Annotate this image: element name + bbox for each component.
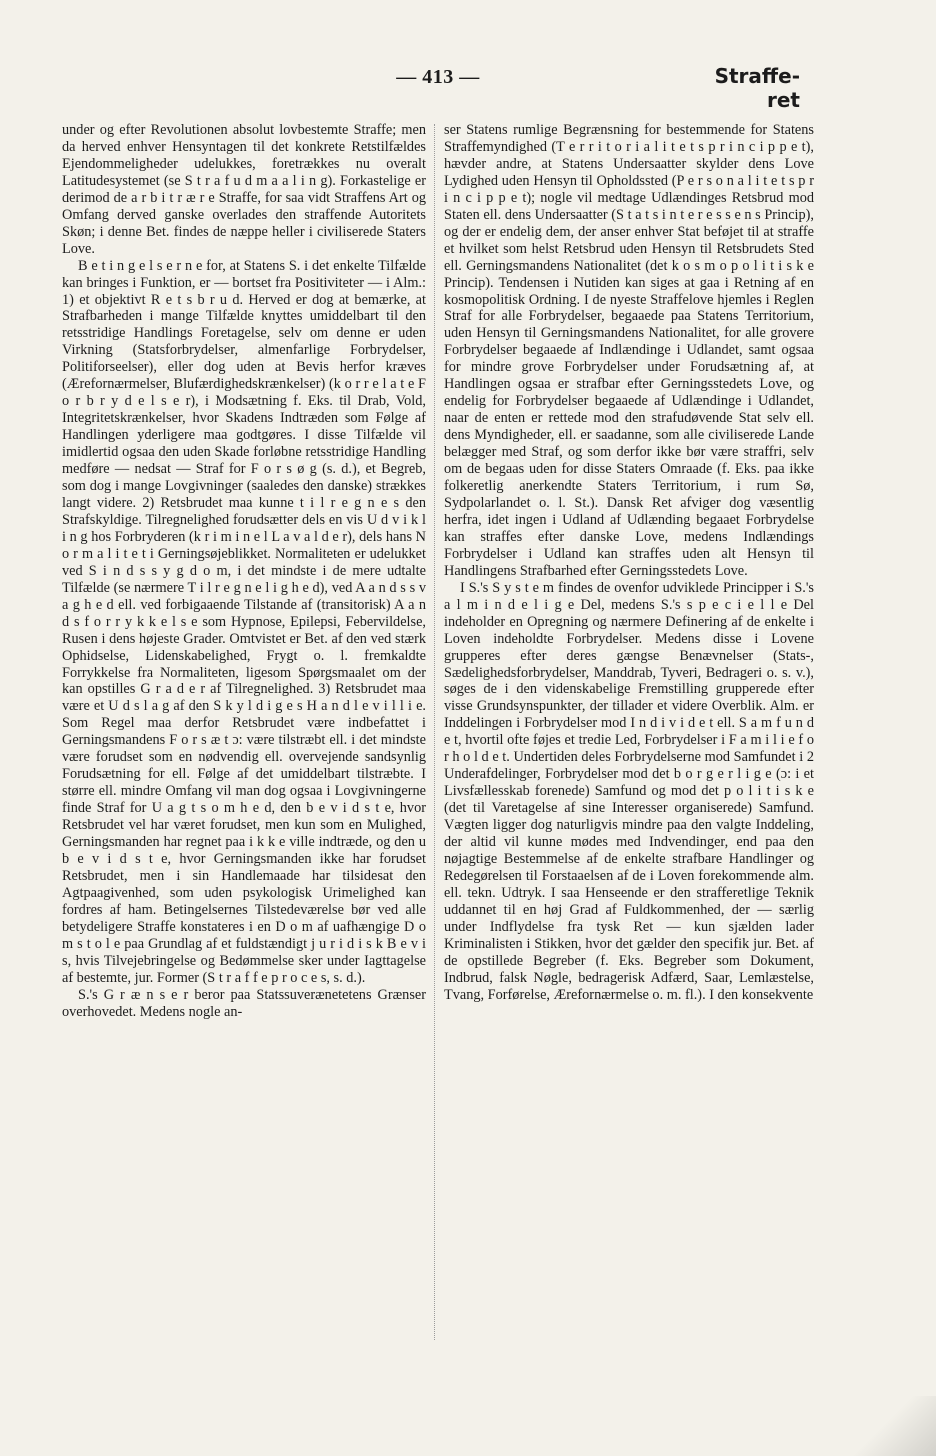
column-divider [434,124,435,1340]
paragraph: under og efter Revolutionen absolut lovbestemte Straffe; men da herved enhver Hensyntagen til det konkrete Retstilfældes Ejendommeligheder udelukkes, foretrækkes nu overalt Latitudesystemet (se S t r a f u d m a a l i n g). Forkastelige er derimod de a r b i t r æ r e Straffe, for saa vidt Straffens Art og Omfang derved ganske overlades den straffende Autoritets Skøn; i denne Bet. findes de næppe heller i civiliserede Staters Love. [62,122,426,257]
scan-shadow [786,1396,936,1456]
paragraph: ser Statens rumlige Begrænsning for bestemmende for Statens Straffemyndighed (T e r r i t o r i a l i t e t s p r i n c i p p e t), hævder andre, at Statens Undersaatter skylder dens Love Lydighed uden Hensyn til Opholdssted (P e r s o n a l i t e t s p r i n c i p p e t); nogle vil medtage Udlændinges Retsbrud mod Staten ell. dens Undersaatter (S t a t s i n t e r e s s e n s Princip), og der er endelig dem, der anser enhver Stat beføjet til at straffe et hvilket som helst Retsbrud uden Hensyn til Retsbrudets Sted ell. Gerningsmandens Nationalitet (det k o s m o p o l i t i s k e Princip). Tendensen i Nutiden kan siges at gaa i Retning af en kosmopolitisk Ordning. I de nyeste Straffelove hjemles i Reglen Straf for alle Forbrydelser, begaaede paa Statens Territorium, uden Hensyn til Gerningsmandens Nationalitet, for alle grovere Forbrydelser begaaede af Indlændinge i Udlandet, samt ogsaa for mindre grove Forbrydelser under Forudsætning af, at Handlingen ogsaa er strafbar efter Gerningsstedets Love, og endelig for Forbrydelser begaaede af Udlændinge i Udlandet, naar de enten er rettede mod den strafudøvende Stat selv ell. dens Myndigheder, ell. er saadanne, som alle civiliserede Lande belægger med Straf, og som derfor ikke bør være straffri, selv om de begaas uden for disse Staters Omraade (f. Eks. paa ikke folkeretlig anerkendte Staters Territorium, i rum Sø, Sydpolarlandet o. l. St.). Dansk Ret afviger dog væsentlig herfra, idet ingen i Udland af Udlænding begaaet Forbrydelse kan straffes efter danske Love, medens Indlændings Forbrydelser i Udland kan straffes uden alt Hensyn til Handlingens Strafbarhed efter Gerningsstedets Love. [444,122,814,579]
right-column [444,122,814,1344]
paragraph: B e t i n g e l s e r n e for, at Statens S. i det enkelte Tilfælde kan bringes i Funktion, er — bortset fra Positiviteter — i Alm.: 1) et objektivt R e t s b r u d. Herved er dog at bemærke, at Strafbarheden i mange Tilfælde knyttes umiddelbart til den retsstridige Handlings Foretagelse, selv om denne er uden Virkning (Statsforbrydelser, almenfarlige Forbrydelser, Politiforseelser), eller dog uden at Bevis herfor kræves (Ærefornærmelser, Blufærdighedskrænkelser) (k o r r e l a t e F o r b r y d e l s e r), i Modsætning f. Eks. til Drab, Vold, Integritetskrænkelser, hvor Skadens Indtræden som Følge af Handlingen yderligere maa godtgøres. I disse Tilfælde vil imidlertid ogsaa den uden Skade forløbne retsstridige Handling medføre — nedsat — Straf for F o r s ø g (s. d.), et Begreb, som dog i mange Lovgivninger (saaledes den danske) strækkes langt videre. 2) Retsbrudet maa kunne t i l r e g n e s den Strafskyldige. Tilregnelighed forudsætter dels en vis U d v i k l i n g hos Forbryderen (k r i m i n e l L a v a l d e r), dels hans N o r m a l i t e t i Gerningsøjeblikket. Normaliteten er udelukket ved S i n d s s y g d o m, i det mindste i de mere udtalte Tilfælde (se nærmere T i l r e g n e l i g h e d), ved A a n d s s v a g h e d ell. ved forbigaaende Tilstande af (transitorisk) A a n d s f o r r y k k e l s e som Hypnose, Epilepsi, Febervildelse, Rusen i dens højeste Grader. Omtvistet er Bet. af den ved stærk Ophidselse, Lidenskabelighed, Frygt o. l. fremkaldte Forrykkelse fra Normaliteten, ligesom Spørgsmaalet om der kan opstilles G r a d e r af Tilregnelighed. 3) Retsbrudet maa være et U d s l a g af den S k y l d i g e s H a n d l e v i l l i e. Som Regel maa derfor Retsbrudet være indbefattet i Gerningsmandens F o r s æ t ɔ: være tilstræbt ell. i det mindste være forudset som en nødvendig ell. overvejende sandsynlig Forudsætning for ell. Følge af det umiddelbart tilstræbte. I større ell. mindre Omfang vil man dog ogsaa i Lovgivningerne finde Straf for U a g t s o m h e d, den b e v i d s t e, hvor Retsbrudet vel har været forudset, men kun som en Mulighed, Gerningsmanden har regnet paa i k k e ville indtræde, og den u b e v i d s t e, hvor Gerningsmanden ikke har forudset Retsbrudet, men i sin Handlemaade har tilsidesat den Agtpaagivenhed, som uden psykologisk Urimelighed kan fordres af ham. Betingelsernes Tilstedeværelse bør ved alle betydeligere Straffe konstateres i en D o m af uafhængige D o m s t o l e paa Grundlag af et fuldstændigt j u r i d i s k B e v i s, hvis Tilvejebringelse og Bedømmelse sker under Iagttagelse af bestemte, jur. Former (S t r a f f e p r o c e s, s. d.). [62,257,426,986]
left-column [62,122,426,1344]
paragraph: S.'s G r æ n s e r beror paa Statssuverænetetens Grænser overhovedet. Medens nogle an- [62,986,426,1020]
running-head: Strafferet [714,64,800,112]
paragraph: I S.'s S y s t e m findes de ovenfor udviklede Principper i S.'s a l m i n d e l i g e Del, medens S.'s s p e c i e l l e Del indeholder en Opregning og nærmere Definering af de enkelte i Loven indeholdte Forbrydelser. Medens disse i Lovene grupperes efter deres gængse Benævnelser (Stats-, Sædelighedsforbrydelser, Manddrab, Tyveri, Bedrageri o. s. v.), søges de i den videnskabelige Fremstilling grupperede efter visse Grundsynspunkter, der tillader et videre Overblik. Alm. er Inddelingen i Forbrydelser mod I n d i v i d e t ell. S a m f u n d e t, hvortil ofte føjes et tredie Led, Forbrydelser i F a m i l i e f o r h o l d e t. Undertiden deles Forbrydelserne mod Samfundet i 2 Underafdelinger, Forbrydelser mod det b o r g e r l i g e (ɔ: i et Livsfællesskab forenede) Samfund og mod det p o l i t i s k e (det til Varetagelse af sine Interesser organiserede) Samfund. Vægten ligger dog naturligvis mindre paa den valgte Inddeling, der altid vil kunne mødes med Indvendinger, end paa den nøjagtige Bestemmelse af de enkelte strafbare Handlinger og Redegørelsen til Forstaaelsen af de i Loven forekommende alm. ell. tekn. Udtryk. I saa Henseende er den strafferetlige Teknik uddannet til en høj Grad af Fuldkommenhed, der — særlig under Indflydelse fra tysk Ret — kun sjælden lader Kriminalisten i Stikken, hvor det gælder den specifik jur. Bet. af de opstillede Begreber (f. Eks. Begreber som Dokument, Indbrud, falsk Nøgle, bedragerisk Adfærd, Saar, Lemlæstelse, Tvang, Forførelse, Ærefornærmelse o. m. fl.). I den konsekvente [444,579,814,1003]
page-number: — 413 — [396,66,480,88]
